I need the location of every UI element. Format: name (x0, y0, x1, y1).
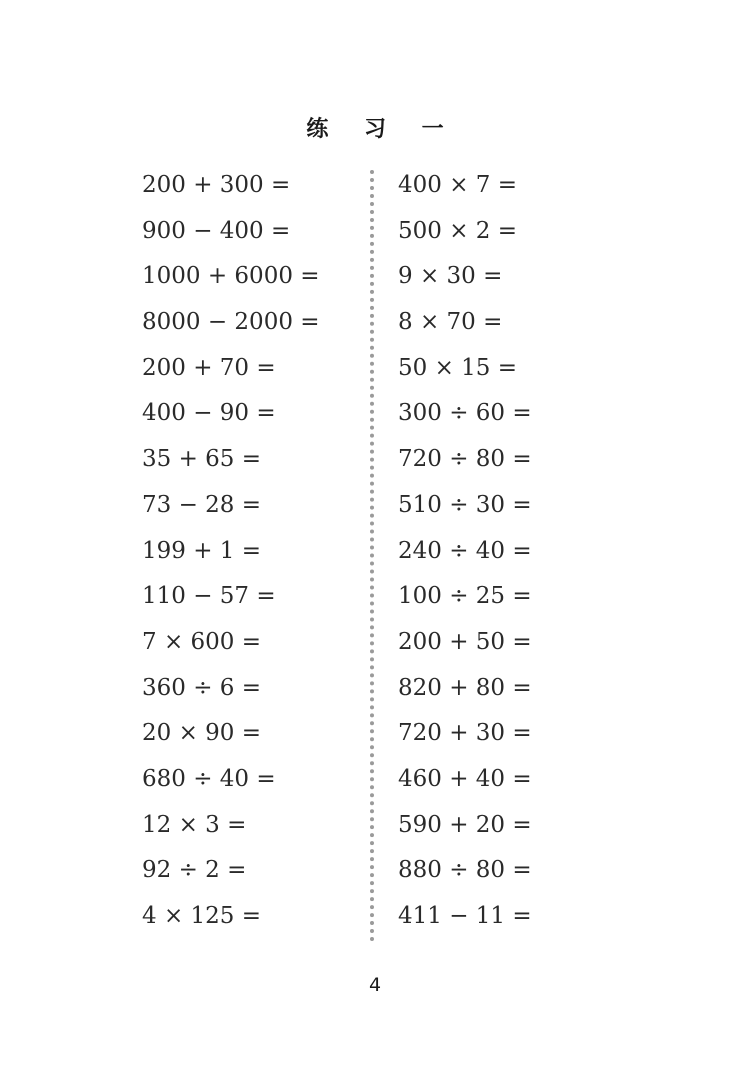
problem-item: 680 ÷ 40 = (142, 765, 276, 792)
problem-item: 720 ÷ 80 = (398, 446, 532, 473)
problem-item: 880 ÷ 80 = (398, 857, 532, 884)
dotted-column-divider (370, 170, 374, 942)
problem-item: 110 − 57 = (142, 583, 276, 610)
problem-item: 400 − 90 = (142, 400, 276, 427)
problem-item: 820 + 80 = (398, 674, 532, 701)
problem-item: 50 × 15 = (398, 354, 518, 381)
problem-item: 400 × 7 = (398, 172, 518, 198)
problem-item: 200 + 300 = (142, 172, 291, 198)
problem-item: 590 + 20 = (398, 811, 532, 838)
problem-item: 240 ÷ 40 = (398, 537, 532, 564)
problem-item: 199 + 1 = (142, 537, 262, 564)
problem-item: 73 − 28 = (142, 491, 262, 518)
problem-item: 35 + 65 = (142, 446, 262, 473)
problem-item: 360 ÷ 6 = (142, 674, 262, 701)
problem-item: 100 ÷ 25 = (398, 583, 532, 610)
right-problem-column (398, 163, 532, 940)
problem-item: 9 × 30 = (398, 263, 503, 290)
problem-item: 500 × 2 = (398, 217, 518, 244)
problem-item: 7 × 600 = (142, 628, 262, 655)
problem-item: 411 − 11 = (398, 903, 532, 929)
page-number: 4 (368, 974, 382, 996)
problem-item: 510 ÷ 30 = (398, 491, 532, 518)
problem-item: 8 × 70 = (398, 309, 503, 336)
problem-item: 720 + 30 = (398, 720, 532, 747)
problem-item: 200 + 50 = (398, 628, 532, 655)
problem-item: 12 × 3 = (142, 811, 247, 838)
problem-item: 460 + 40 = (398, 765, 532, 792)
problem-item: 1000 + 6000 = (142, 263, 320, 290)
problem-item: 20 × 90 = (142, 720, 262, 747)
problem-item: 92 ÷ 2 = (142, 857, 247, 884)
left-problem-column (142, 163, 320, 940)
problem-item: 8000 − 2000 = (142, 309, 320, 336)
problem-item: 300 ÷ 60 = (398, 400, 532, 427)
problem-item: 900 − 400 = (142, 217, 291, 244)
problem-item: 200 + 70 = (142, 354, 276, 381)
page-title: 练 习 一 (306, 117, 458, 142)
problem-item: 4 × 125 = (142, 903, 262, 929)
